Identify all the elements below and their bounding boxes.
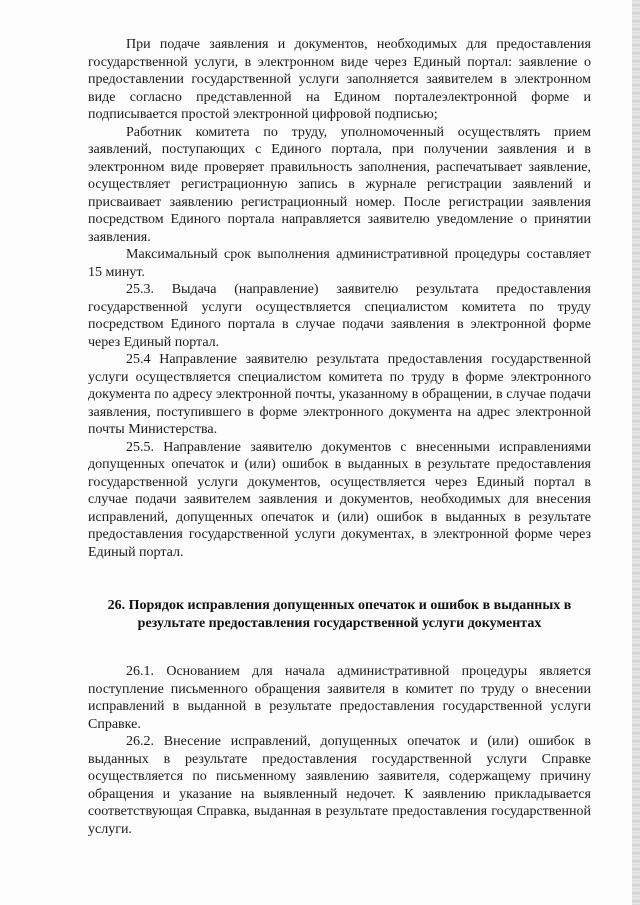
paragraph-25-4: 25.4 Направление заявителю результата предоставления государственной услуги осуществляется специалистом комитета по труду в форме электронного документа по адресу электронной почты, указанному в обращении, в случае подачи заявления, поступившего в форме электронного документа на адрес электронной почты Министерства. [88,352,591,437]
paragraph-26-1: 26.1. Основанием для начала административной процедуры является поступление письменного обращения заявителя в комитет по труду о внесении исправлений в выданной в результате предоставления государственной услуги Справке. [88,664,591,732]
paragraph-max-duration: Максимальный срок выполнения административной процедуры составляет 15 минут. [88,247,591,280]
paragraph-25-5: 25.5. Направление заявителю документов с внесенными исправлениями допущенных опечаток и (или) ошибок в выданных в результате предоставления государственной услуги документов, осуществляется через Единый портал в случае подачи заявителем заявления и документов, необходимых для внесения исправлений, допущенных опечаток и (или) ошибок в выданных в результате предоставления государственной услуги документах, в электронной форме через Единый портал. [88,439,591,560]
section-26-text [88,663,591,838]
paragraph-25-3: 25.3. Выдача (направление) заявителю результата предоставления государственной услуги осуществляется специалистом комитета по труду посредством Единого портала в случае подачи заявления в электронной форме через Единый портал. [88,282,591,350]
section-26-heading: 26. Порядок исправления допущенных опечаток и ошибок в выданных в результате предоставления государственной услуги документах [107,598,572,631]
paragraph-electronic-submission: При подаче заявления и документов, необходимых для предоставления государственной услуги, в электронном виде через Единый портал: заявление о предоставлении государственной услуги заполняется заявителем в электронном виде согласно представленной на Едином порталеэлектронной форме и подписывается простой электронной цифровой подписью; [88,37,591,122]
paragraph-employee-processing: Работник комитета по труду, уполномоченный осуществлять прием заявлений, поступающих с Единого портала, при получении заявления и в электронном виде проверяет правильность заполнения, распечатывает заявление, осуществляет регистрационную запись в журнале регистрации заявлений и присваивает заявлению регистрационный номер. После регистрации заявления посредством Единого портала направляется заявителю уведомление о принятии заявления. [88,124,591,245]
paragraph-26-2: 26.2. Внесение исправлений, допущенных опечаток и (или) ошибок в выданных в результате предоставления государственной услуги Справке осуществляется по письменному заявлению заявителя, содержащему причину обращения и указание на выявленный недочет. К заявлению прикладывается соответствующая Справка, выданная в результате предоставления государственной услуги. [88,734,591,837]
scan-edge-strip [632,0,640,905]
section-25-text [88,36,591,561]
